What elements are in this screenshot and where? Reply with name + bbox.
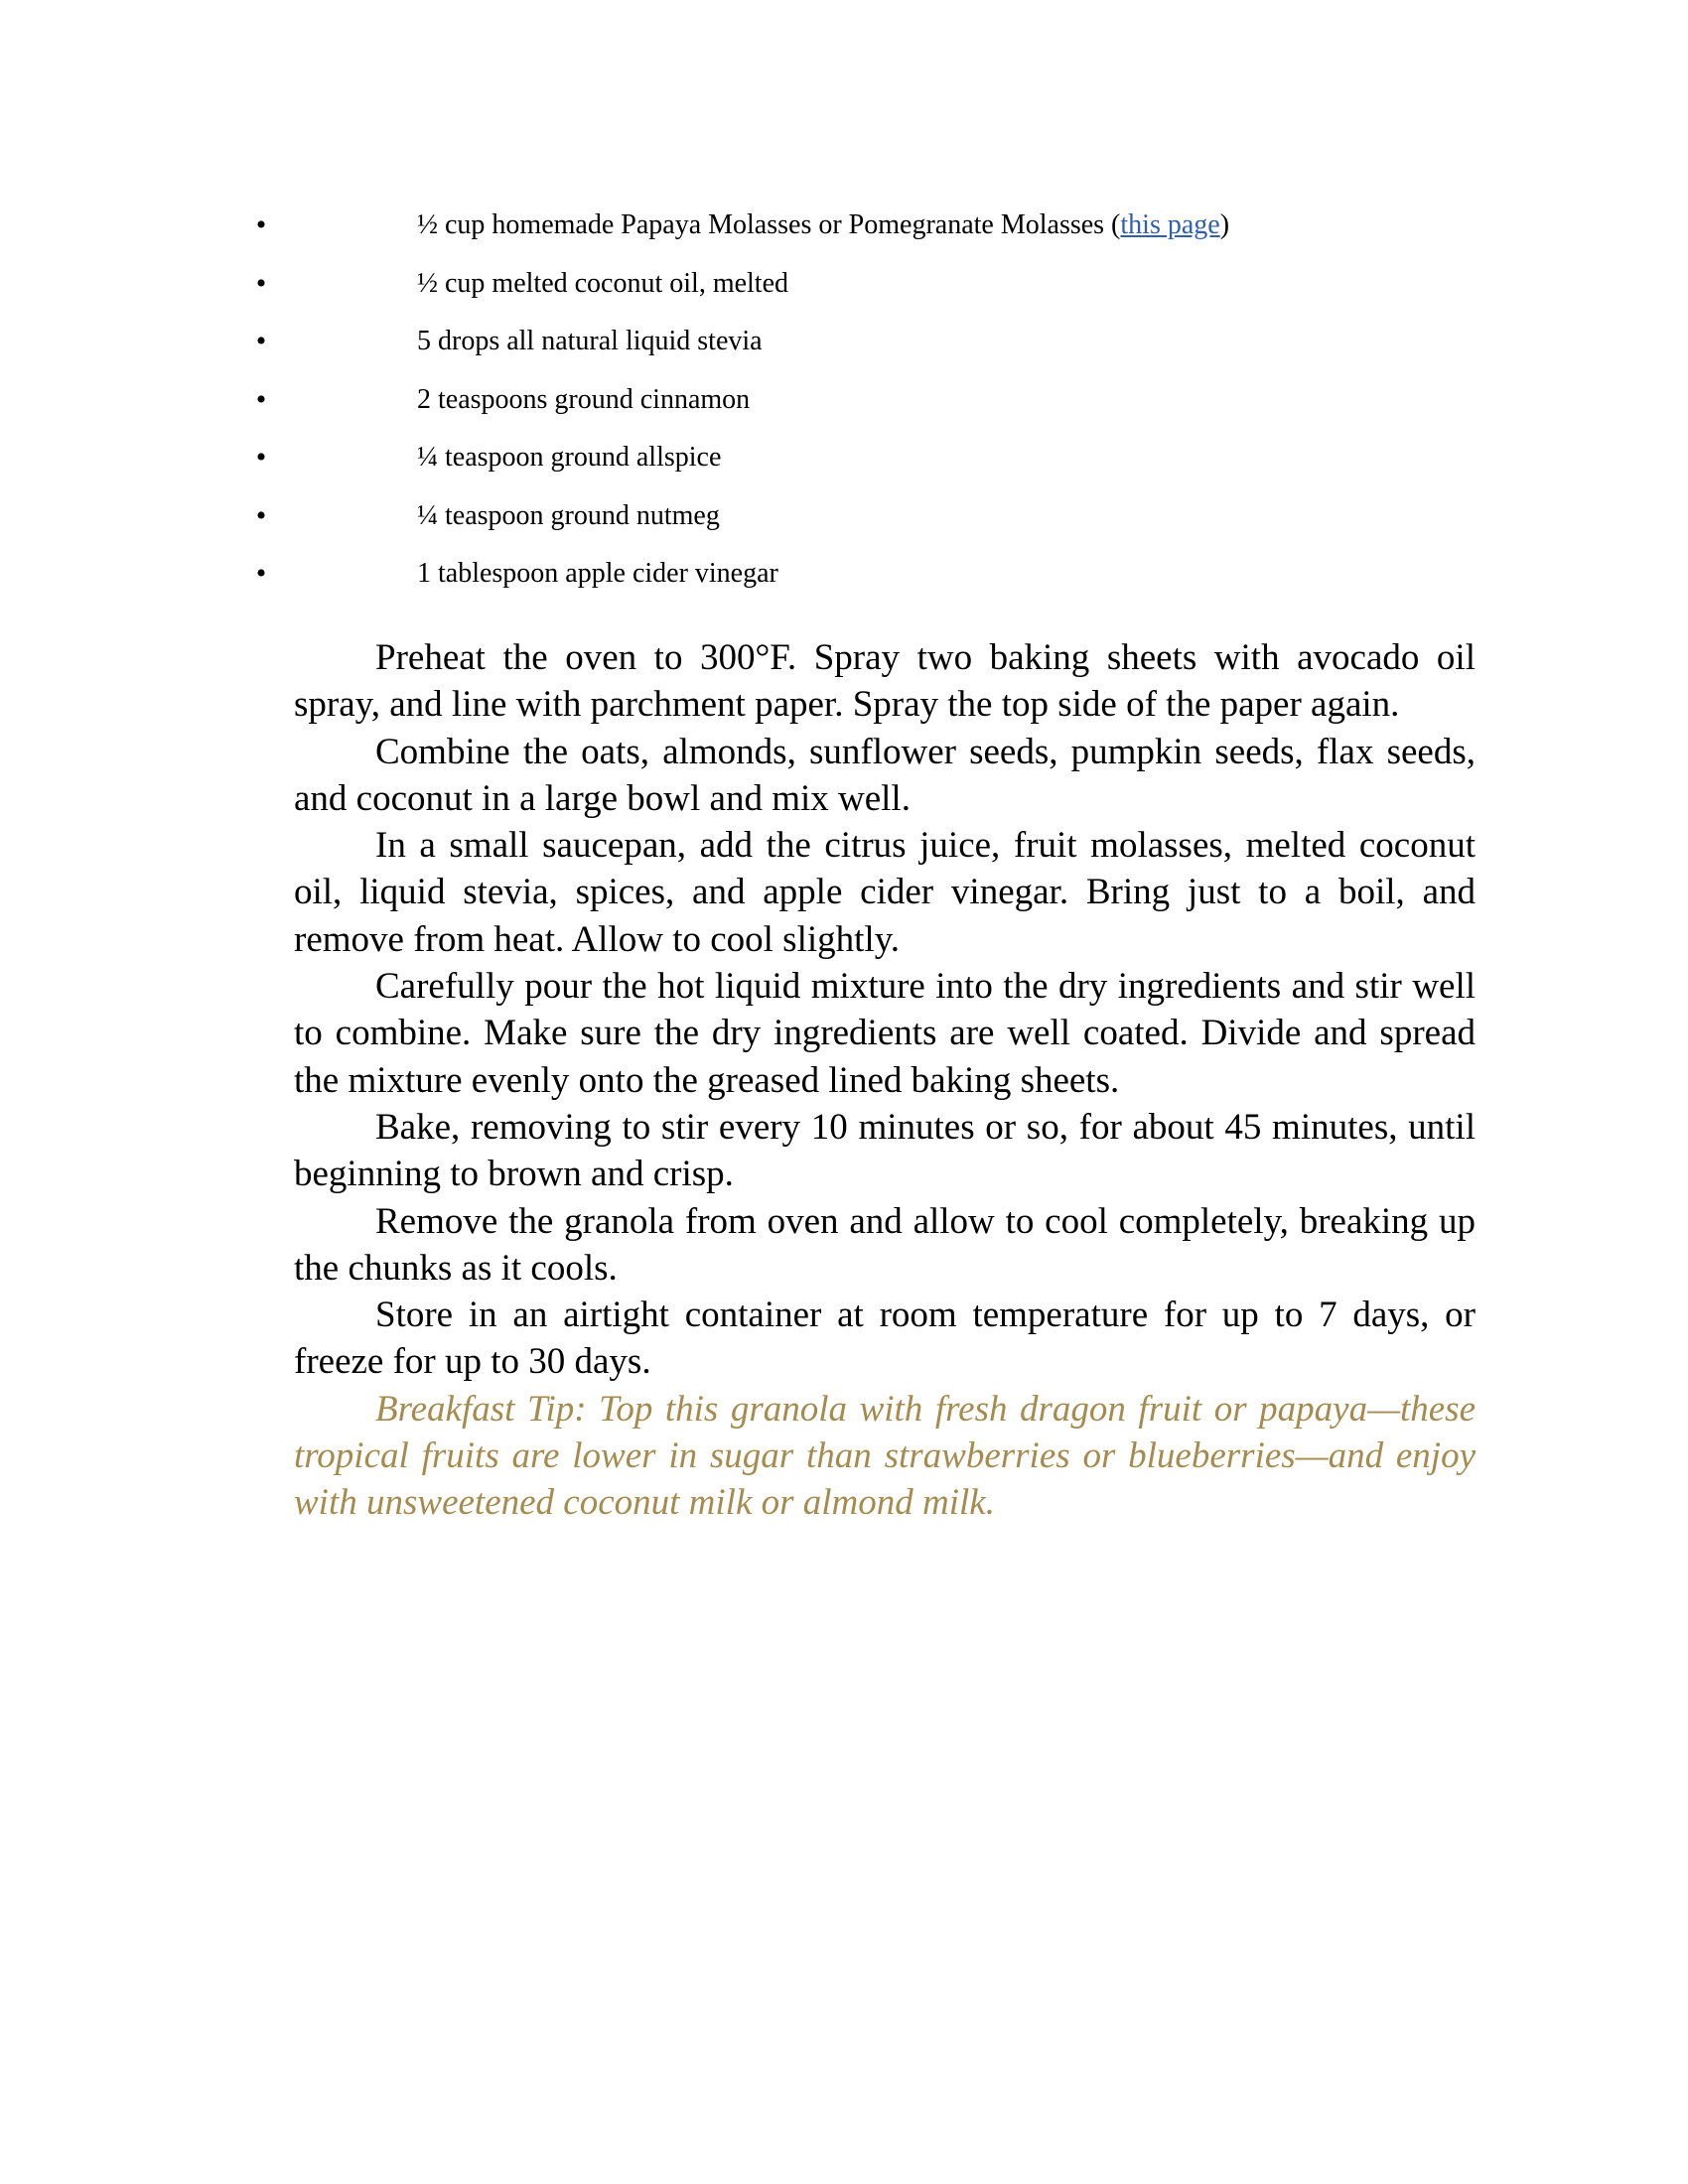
bullet-icon: • — [255, 266, 267, 300]
ingredient-item — [0, 255, 1688, 314]
ingredient-text-after: ) — [1219, 209, 1230, 240]
ingredient-item — [0, 429, 1688, 487]
instruction-paragraph: Bake, removing to stir every 10 minutes or so, for about 45 minutes, until beginning to brown and crisp. — [294, 1106, 1476, 1195]
ingredient-text: 5 drops all natural liquid stevia — [417, 326, 763, 356]
ingredient-text: 1 tablespoon apple cider vinegar — [417, 558, 778, 589]
instruction-paragraph: Store in an airtight container at room temperature for up to 7 days, or freeze for up to 30 days. — [294, 1295, 1476, 1383]
bullet-icon: • — [255, 325, 267, 357]
instruction-paragraph: Remove the granola from oven and allow to cool completely, breaking up the chunks as it cools. — [294, 1200, 1476, 1289]
ingredient-item — [0, 545, 1688, 604]
ingredient-text: 2 teaspoons ground cinnamon — [417, 383, 751, 415]
instruction-paragraph: In a small saucepan, add the citrus juice, fruit molasses, melted coconut oil, liquid stevia, spices, and apple cider vinegar. Bring just to a boil, and remove from heat. Allow to cool slightly. — [294, 825, 1476, 960]
breakfast-tip: Breakfast Tip: Top this granola with fresh dragon fruit or papaya—these tropical fruits are lower in sugar than strawberries or blueberries—and enjoy with unsweetened coconut milk or almond milk. — [294, 1388, 1476, 1524]
ingredient-item — [0, 197, 1688, 255]
instruction-paragraph: Carefully pour the hot liquid mixture into the dry ingredients and stir well to combine. Make sure the dry ingredients are well coated. Divide and spread the mixture evenly onto the greased lined baking sheets. — [294, 966, 1476, 1101]
instruction-paragraph: Preheat the oven to 300°F. Spray two baking sheets with avocado oil spray, and line with parchment paper. Spray the top side of the paper again. — [294, 637, 1476, 726]
ingredient-text: ¼ teaspoon ground nutmeg — [417, 499, 720, 531]
ingredient-text-before: ½ cup homemade Papaya Molasses or Pomegranate Molasses ( — [417, 209, 1121, 240]
ingredient-item — [0, 487, 1688, 546]
instructions — [294, 634, 1476, 1527]
ingredient-item — [0, 371, 1688, 430]
ingredient-text: ½ cup melted coconut oil, melted — [417, 267, 789, 299]
bullet-icon: • — [255, 498, 267, 532]
ingredient-list — [0, 197, 1688, 604]
this-page-link[interactable]: this page — [1120, 209, 1220, 240]
ingredient-text: ¼ teaspoon ground allspice — [417, 442, 722, 473]
bullet-icon: • — [255, 557, 267, 590]
ingredient-text — [417, 197, 1229, 255]
bullet-icon: • — [255, 441, 267, 474]
bullet-icon: • — [255, 382, 267, 416]
bullet-icon: • — [255, 208, 267, 241]
instruction-paragraph: Combine the oats, almonds, sunflower seeds, pumpkin seeds, flax seeds, and coconut in a large bowl and mix well. — [294, 731, 1476, 819]
ingredient-item — [0, 313, 1688, 371]
